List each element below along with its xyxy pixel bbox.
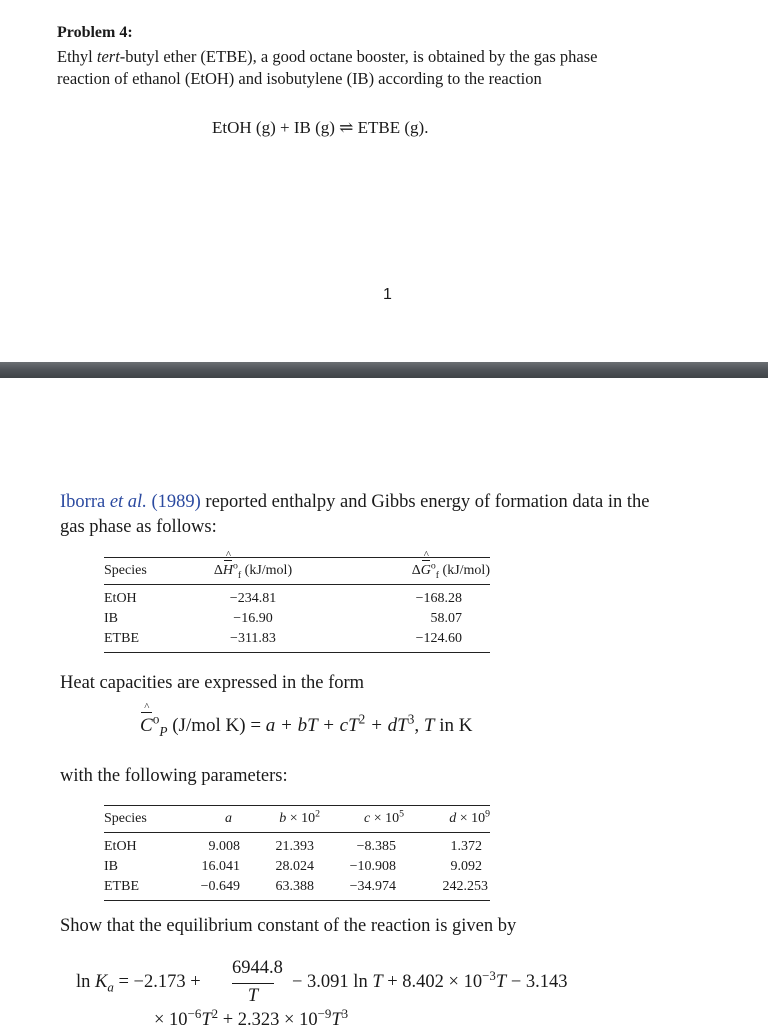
citation-year[interactable]: (1989)	[151, 492, 201, 512]
gibbs-cell: 58.07	[430, 611, 462, 626]
species-cell: EtOH	[104, 839, 137, 854]
formation-table	[104, 557, 490, 653]
intro-prefix: Ethyl	[57, 47, 97, 66]
fraction-numerator: 6944.8	[232, 958, 283, 978]
c-cell: −10.908	[349, 859, 396, 874]
d-cell: 9.092	[450, 859, 482, 874]
species-cell: IB	[104, 859, 118, 874]
header-d: $d \times 10^9$	[404, 806, 490, 833]
a-cell: 16.041	[201, 859, 240, 874]
species-cell: ETBE	[104, 631, 139, 646]
fraction-denominator: T	[247, 986, 259, 1006]
header-species: Species	[104, 806, 184, 833]
b-cell: 21.393	[275, 839, 314, 854]
page-separator	[0, 362, 768, 378]
c-cell: −8.385	[356, 839, 396, 854]
citation-author[interactable]: Iborra	[60, 492, 110, 512]
equilibrium-equation-continuation: × $10^{-6}T^2 + 2.323 \times 10^{-9}T^3$	[154, 1005, 349, 1030]
species-cell: ETBE	[104, 879, 139, 894]
equilibrium-equation-rhs: − 3.091 $\ln T + 8.402 \times 10^{-3}T - 3.143$	[292, 967, 568, 992]
page-number: 1	[383, 286, 392, 303]
header-b: $b \times 10^2$	[240, 806, 320, 833]
citation-etal[interactable]: et al.	[109, 492, 147, 512]
problem-intro	[57, 46, 632, 90]
c-cell: −34.974	[349, 879, 396, 894]
show-statement: Show that the equilibrium constant of the reaction is given by	[60, 916, 517, 936]
gibbs-cell: −124.60	[415, 631, 462, 646]
d-cell: 242.253	[442, 879, 488, 894]
enthalpy-cell: −311.83	[230, 631, 276, 646]
header-c: $c \times 10^5$	[320, 806, 404, 833]
d-cell: 1.372	[450, 839, 482, 854]
intro-italic: tert	[96, 47, 120, 66]
table-row	[104, 585, 490, 610]
species-cell: IB	[104, 611, 118, 626]
table-row	[104, 877, 490, 901]
table-row	[104, 833, 490, 858]
enthalpy-cell: −234.81	[229, 591, 277, 606]
a-cell: 9.008	[208, 839, 240, 854]
b-cell: 63.388	[275, 879, 314, 894]
cp-equation: C ^$^o_P$ (J/mol K) = a + bT + $cT^2 + dT^3$, T in K	[140, 715, 472, 737]
b-cell: 28.024	[275, 859, 314, 874]
formation-header-row	[104, 558, 490, 585]
header-a: a	[184, 806, 240, 833]
gibbs-cell: −168.28	[415, 591, 462, 606]
header-enthalpy: ΔH ^$^o_f$ (kJ/mol)	[194, 558, 326, 585]
species-cell: EtOH	[104, 591, 137, 606]
intro-suffix: -butyl ether (ETBE), a good octane booster, is obtained by the gas phase reaction of ethanol (EtOH) and isobutylene (IB) according to the reaction	[57, 47, 598, 88]
reaction-equation: EtOH (g) + IB (g) ⇌ ETBE (g).	[212, 118, 429, 137]
table-row	[104, 629, 490, 653]
heat-header-row	[104, 806, 490, 833]
heat-capacity-intro: Heat capacities are expressed in the form	[60, 673, 365, 693]
citation-paragraph	[60, 490, 660, 540]
header-gibbs: ΔG ^$^o_f$ (kJ/mol)	[326, 558, 490, 585]
parameters-intro: with the following parameters:	[60, 766, 288, 786]
table-row	[104, 857, 490, 877]
heat-capacity-table	[104, 805, 490, 901]
header-species: Species	[104, 558, 194, 585]
fraction-bar	[232, 983, 274, 984]
a-cell: −0.649	[200, 879, 240, 894]
problem-title: Problem 4:	[57, 24, 133, 41]
table-row	[104, 609, 490, 629]
citation-text: reported enthalpy and Gibbs energy of formation data in the gas phase as follows:	[60, 492, 650, 537]
enthalpy-cell: −16.90	[233, 611, 273, 626]
equilibrium-equation-lhs: $\ln K_a = -2.173$ +	[76, 972, 201, 995]
